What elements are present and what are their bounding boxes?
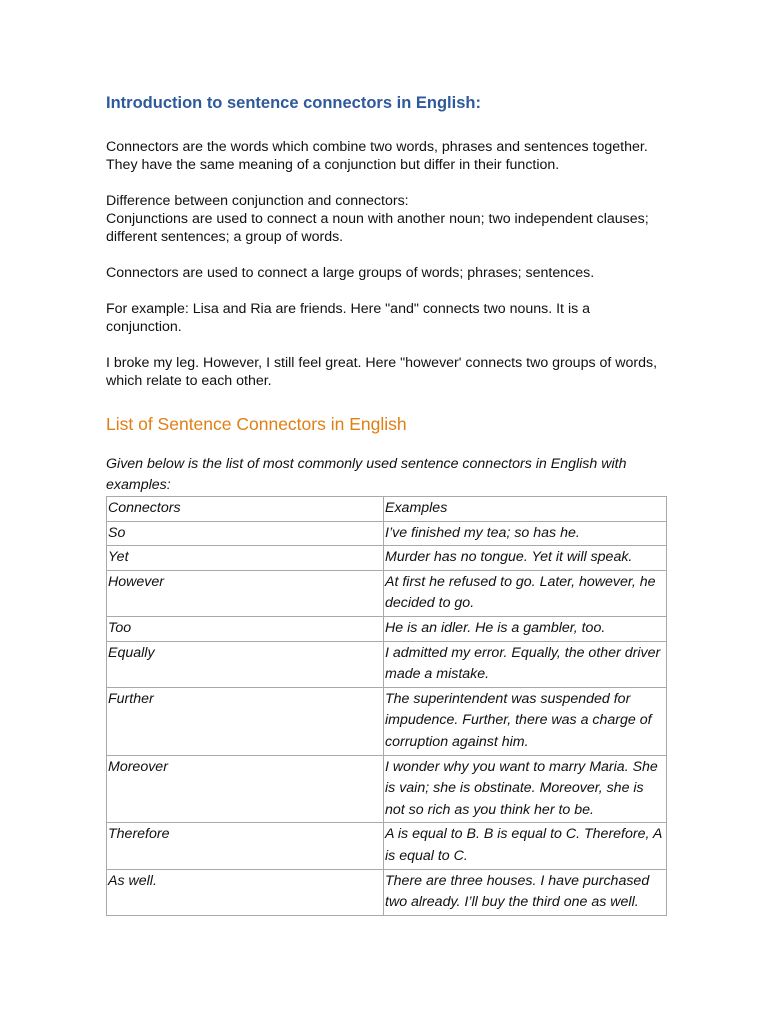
column-header-examples: Examples [384,497,667,522]
connectors-table [106,496,667,916]
table-row [107,687,667,755]
connectors-paragraph: Connectors are used to connect a large groups of words; phrases; sentences. [106,265,595,281]
table-header-row [107,497,667,522]
example-cell: The superintendent was suspended for impudence. Further, there was a charge of corruption against him. [384,687,667,755]
connector-cell: As well. [107,869,384,915]
table-row [107,869,667,915]
connector-cell: Further [107,687,384,755]
example-cell: I admitted my error. Equally, the other driver made a mistake. [384,641,667,687]
table-row [107,546,667,571]
connector-cell: However [107,570,384,616]
connector-cell: Too [107,616,384,641]
document-page [106,92,666,916]
example-cell: At first he refused to go. Later, however, he decided to go. [384,570,667,616]
intro-heading: Introduction to sentence connectors in English: [106,94,481,112]
column-header-connectors: Connectors [107,497,384,522]
table-row [107,641,667,687]
table-row [107,616,667,641]
example-cell: There are three houses. I have purchased two already. I’ll buy the third one as well. [384,869,667,915]
list-heading: List of Sentence Connectors in English [106,414,407,434]
example-cell: A is equal to B. B is equal to C. Therefore, A is equal to C. [384,823,667,869]
table-row [107,823,667,869]
list-lead-text: Given below is the list of most commonly used sentence connectors in English with examples: [106,456,627,493]
connector-cell: Therefore [107,823,384,869]
example-cell: He is an idler. He is a gambler, too. [384,616,667,641]
difference-paragraph: Conjunctions are used to connect a noun with another noun; two independent clauses; different sentences; a group of words. [106,211,649,245]
table-row [107,521,667,546]
intro-paragraph: Connectors are the words which combine two words, phrases and sentences together. They have the same meaning of a conjunction but differ in their function. [106,139,648,173]
example-cell: Murder has no tongue. Yet it will speak. [384,546,667,571]
connector-cell: Yet [107,546,384,571]
connector-cell: Moreover [107,755,384,823]
example-and-paragraph: For example: Lisa and Ria are friends. Here "and" connects two nouns. It is a conjunction. [106,301,591,335]
example-however-paragraph: I broke my leg. However, I still feel great. Here "however' connects two groups of words, which relate to each other. [106,355,658,389]
connector-cell: Equally [107,641,384,687]
example-cell: I’ve finished my tea; so has he. [384,521,667,546]
example-cell: I wonder why you want to marry Maria. She is vain; she is obstinate. Moreover, she is not so rich as you think her to be. [384,755,667,823]
connector-cell: So [107,521,384,546]
difference-heading: Difference between conjunction and connectors: [106,193,409,209]
table-row [107,570,667,616]
table-row [107,755,667,823]
